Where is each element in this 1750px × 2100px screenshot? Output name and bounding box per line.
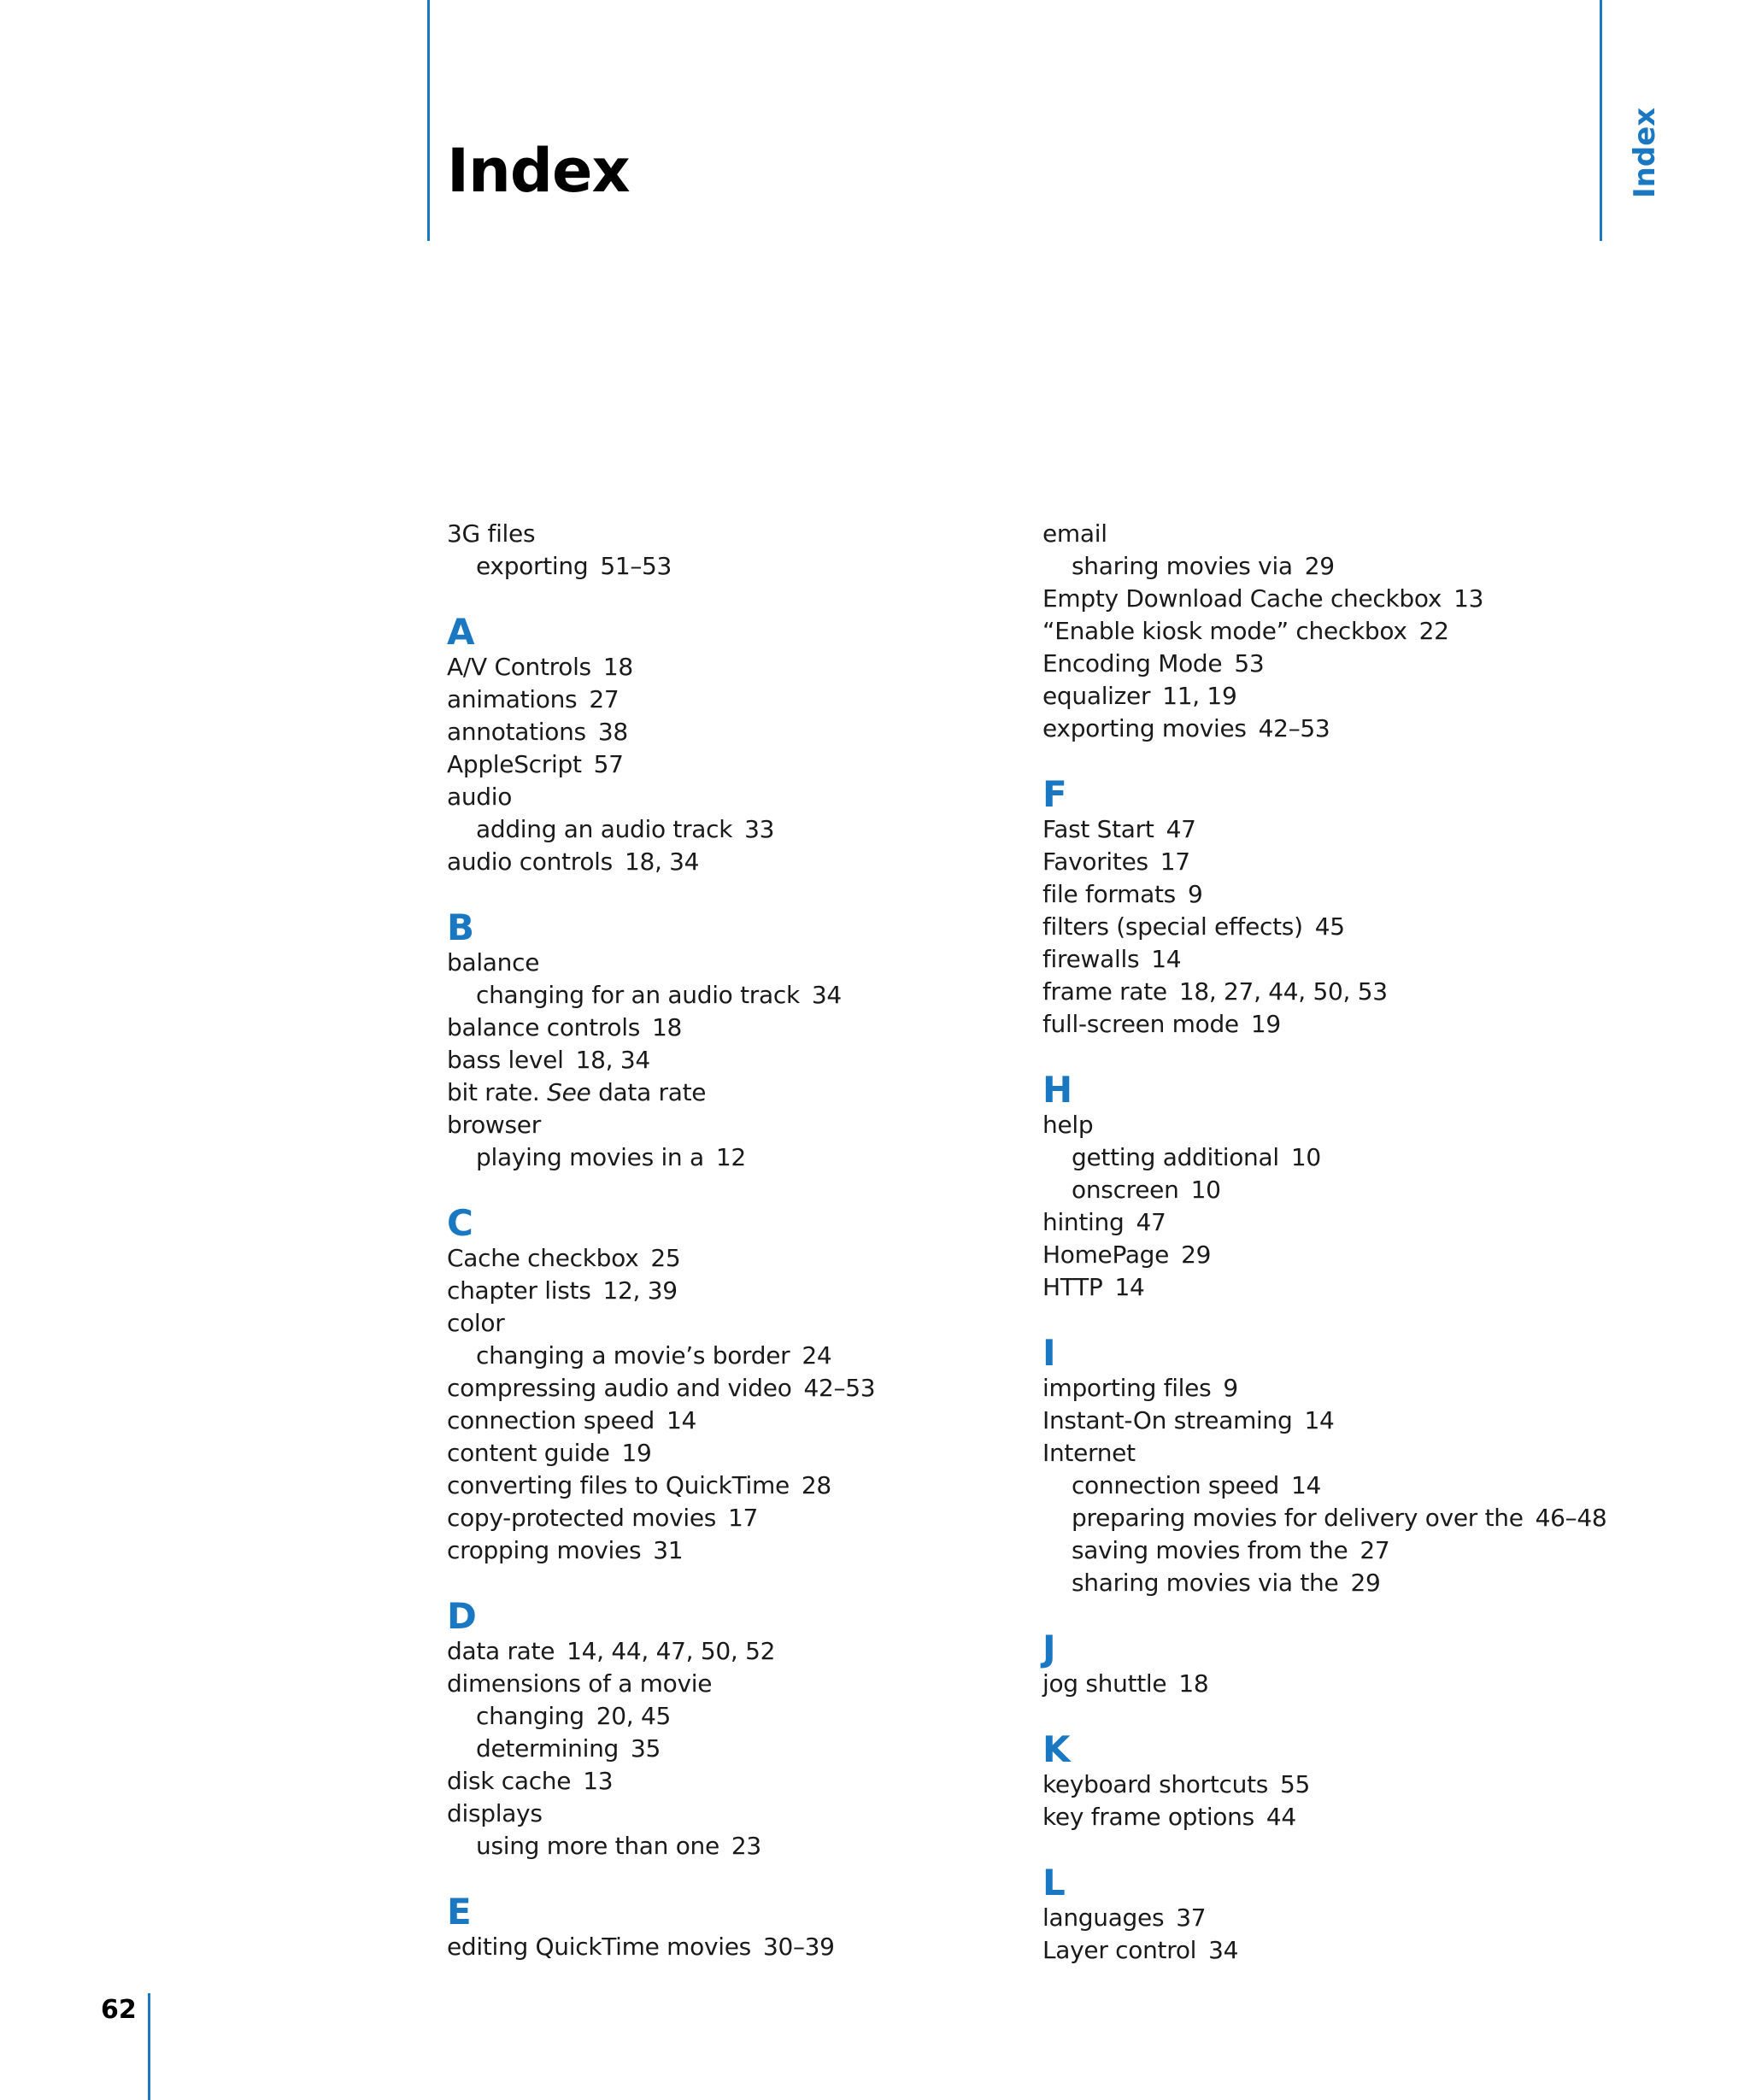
section-letter: F	[1042, 773, 1067, 815]
index-section-j	[1042, 1630, 1692, 1700]
entry-term: editing QuickTime movies	[447, 1933, 751, 1961]
entry-pages: 18	[651, 1013, 683, 1041]
entry-term: color	[447, 1309, 505, 1337]
entry-pages: 10	[1190, 1176, 1221, 1204]
entry-pages: 18	[1178, 1669, 1209, 1698]
entry-pages: 18, 34	[624, 848, 700, 876]
index-entry	[447, 1469, 1028, 1502]
see-target: data rate	[598, 1078, 707, 1106]
index-entry	[1042, 1801, 1692, 1833]
index-entry	[1042, 1769, 1692, 1801]
entry-pages: 12	[715, 1143, 746, 1171]
index-subentry	[1042, 1502, 1692, 1534]
entry-term: Empty Download Cache checkbox	[1042, 584, 1442, 613]
entry-term: converting files to QuickTime	[447, 1471, 790, 1499]
entry-term: balance controls	[447, 1013, 640, 1041]
entry-term: disk cache	[447, 1767, 572, 1795]
index-entry	[447, 1076, 1028, 1109]
index-section-h	[1042, 1071, 1692, 1304]
entry-term: Layer control	[1042, 1936, 1197, 1964]
entry-term: full-screen mode	[1042, 1010, 1239, 1038]
entry-term: Encoding Mode	[1042, 649, 1223, 678]
entry-term: getting additional	[1072, 1143, 1279, 1171]
entry-term: preparing movies for delivery over the	[1072, 1504, 1524, 1532]
entry-term: audio controls	[447, 848, 613, 876]
index-entry	[447, 1307, 1028, 1340]
entry-term: Favorites	[1042, 848, 1148, 876]
index-entry	[1042, 1437, 1692, 1469]
index-entry	[1042, 615, 1692, 648]
entry-pages: 11, 19	[1162, 682, 1237, 710]
entry-term: “Enable kiosk mode” checkbox	[1042, 617, 1407, 645]
entry-pages: 23	[731, 1832, 761, 1860]
index-entry	[447, 1798, 1028, 1830]
entry-pages: 14	[1114, 1273, 1145, 1301]
entry-pages: 35	[631, 1734, 661, 1763]
entry-term: using more than one	[476, 1832, 719, 1860]
entry-pages: 18, 34	[575, 1046, 650, 1074]
index-section-continued	[447, 518, 1028, 583]
entry-term: dimensions of a movie	[447, 1669, 713, 1698]
index-entry	[447, 1372, 1028, 1405]
section-letter: L	[1042, 1862, 1066, 1903]
entry-term: Cache checkbox	[447, 1244, 639, 1272]
entry-term: frame rate	[1042, 977, 1167, 1006]
entry-term: adding an audio track	[476, 815, 733, 843]
entry-term: compressing audio and video	[447, 1374, 792, 1402]
entry-term: animations	[447, 685, 578, 713]
index-subentry	[1042, 1174, 1692, 1206]
entry-term: equalizer	[1042, 682, 1151, 710]
entry-pages: 14	[1290, 1471, 1321, 1499]
index-entry	[447, 1534, 1028, 1567]
index-subentry	[1042, 1469, 1692, 1502]
index-entry	[1042, 1902, 1692, 1934]
index-section-c	[447, 1202, 1028, 1567]
entry-term: changing	[476, 1702, 584, 1730]
entry-pages: 31	[653, 1536, 684, 1564]
entry-term: key frame options	[1042, 1803, 1254, 1831]
entry-term: bass level	[447, 1046, 564, 1074]
entry-term: cropping movies	[447, 1536, 642, 1564]
index-subentry	[447, 979, 1028, 1012]
index-entry	[1042, 648, 1692, 680]
entry-pages: 42–53	[803, 1374, 876, 1402]
index-entry	[447, 651, 1028, 683]
index-entry	[447, 1044, 1028, 1076]
entry-term: languages	[1042, 1903, 1165, 1932]
entry-pages: 9	[1223, 1374, 1238, 1402]
index-entry	[1042, 1206, 1692, 1239]
entry-pages: 34	[1208, 1936, 1239, 1964]
section-letter: H	[1042, 1069, 1073, 1111]
index-entry	[1042, 583, 1692, 615]
entry-term: displays	[447, 1799, 543, 1827]
index-entry	[1042, 976, 1692, 1008]
entry-pages: 27	[589, 685, 620, 713]
index-subentry	[1042, 1534, 1692, 1567]
entry-pages: 44	[1266, 1803, 1296, 1831]
entry-pages: 19	[1250, 1010, 1281, 1038]
index-subentry	[447, 1700, 1028, 1733]
index-entry	[447, 1437, 1028, 1469]
index-section-continued	[1042, 518, 1692, 745]
entry-pages: 13	[1453, 584, 1484, 613]
entry-pages: 14, 44, 47, 50, 52	[567, 1637, 776, 1665]
entry-pages: 53	[1234, 649, 1265, 678]
entry-pages: 29	[1304, 552, 1335, 580]
entry-term: Fast Start	[1042, 815, 1154, 843]
entry-pages: 30–39	[762, 1933, 835, 1961]
entry-term: copy-protected movies	[447, 1504, 717, 1532]
entry-pages: 29	[1350, 1569, 1381, 1597]
entry-term: jog shuttle	[1042, 1669, 1167, 1698]
index-section-l	[1042, 1864, 1692, 1967]
index-entry	[447, 781, 1028, 813]
entry-term: hinting	[1042, 1208, 1125, 1236]
entry-pages: 27	[1359, 1536, 1390, 1564]
entry-pages: 14	[1304, 1406, 1335, 1434]
entry-pages: 17	[728, 1504, 759, 1532]
section-letter: C	[447, 1202, 473, 1244]
entry-pages: 9	[1187, 880, 1203, 908]
entry-term: saving movies from the	[1072, 1536, 1348, 1564]
entry-term: Internet	[1042, 1439, 1136, 1467]
index-entry	[1042, 518, 1692, 550]
entry-pages: 42–53	[1258, 714, 1330, 742]
index-subentry	[1042, 550, 1692, 583]
index-entry	[1042, 878, 1692, 911]
entry-pages: 55	[1280, 1770, 1311, 1798]
entry-term: filters (special effects)	[1042, 912, 1303, 941]
entry-pages: 57	[593, 750, 624, 778]
entry-term: importing files	[1042, 1374, 1212, 1402]
index-entry	[447, 1765, 1028, 1798]
entry-pages: 47	[1166, 815, 1196, 843]
index-entry	[1042, 1239, 1692, 1271]
index-entry	[447, 748, 1028, 781]
entry-term: audio	[447, 783, 513, 811]
index-entry	[447, 1668, 1028, 1700]
index-subentry	[447, 1141, 1028, 1174]
entry-term: exporting	[476, 552, 589, 580]
entry-term: 3G files	[447, 519, 536, 548]
entry-pages: 10	[1290, 1143, 1321, 1171]
entry-pages: 19	[621, 1439, 652, 1467]
entry-term: onscreen	[1072, 1176, 1179, 1204]
section-letter: B	[447, 906, 475, 948]
index-entry	[447, 1242, 1028, 1275]
index-section-f	[1042, 773, 1692, 1041]
section-letter: A	[447, 611, 475, 653]
index-entry	[447, 846, 1028, 878]
index-column-right	[1042, 518, 1692, 1967]
entry-term: balance	[447, 948, 540, 977]
section-letter: E	[447, 1891, 472, 1933]
entry-pages: 18, 27, 44, 50, 53	[1178, 977, 1388, 1006]
index-entry	[1042, 943, 1692, 976]
index-entry	[447, 716, 1028, 748]
entry-pages: 28	[801, 1471, 831, 1499]
tab-rule	[1600, 0, 1602, 241]
index-entry	[1042, 911, 1692, 943]
entry-term: sharing movies via the	[1072, 1569, 1339, 1597]
entry-pages: 14	[1151, 945, 1182, 973]
section-letter: D	[447, 1595, 477, 1637]
entry-pages: 25	[650, 1244, 681, 1272]
title-rule	[427, 0, 430, 241]
index-subentry	[447, 813, 1028, 846]
index-subentry	[1042, 1141, 1692, 1174]
entry-term: firewalls	[1042, 945, 1140, 973]
index-entry	[1042, 713, 1692, 745]
entry-term: bit rate.	[447, 1078, 540, 1106]
index-section-e	[447, 1893, 1028, 1963]
index-entry	[1042, 1405, 1692, 1437]
entry-pages: 22	[1418, 617, 1449, 645]
entry-term: data rate	[447, 1637, 555, 1665]
entry-pages: 17	[1160, 848, 1190, 876]
index-entry	[447, 518, 1028, 550]
section-letter: I	[1042, 1332, 1056, 1374]
entry-term: chapter lists	[447, 1276, 591, 1305]
entry-term: content guide	[447, 1439, 610, 1467]
entry-pages: 37	[1176, 1903, 1207, 1932]
index-entry	[1042, 1372, 1692, 1405]
entry-term: keyboard shortcuts	[1042, 1770, 1269, 1798]
index-entry	[1042, 1934, 1692, 1967]
see-reference: See	[547, 1078, 591, 1106]
index-entry	[447, 1275, 1028, 1307]
entry-term: connection speed	[447, 1406, 655, 1434]
index-section-b	[447, 906, 1028, 1174]
entry-term: Instant-On streaming	[1042, 1406, 1293, 1434]
entry-pages: 33	[744, 815, 775, 843]
entry-pages: 12, 39	[602, 1276, 678, 1305]
index-entry	[447, 947, 1028, 979]
entry-term: HTTP	[1042, 1273, 1103, 1301]
index-entry	[1042, 1008, 1692, 1041]
section-letter: K	[1042, 1728, 1071, 1770]
entry-term: determining	[476, 1734, 620, 1763]
page-number-rule	[148, 1993, 150, 2100]
index-section-i	[1042, 1334, 1692, 1599]
entry-term: file formats	[1042, 880, 1176, 908]
index-section-k	[1042, 1728, 1692, 1833]
index-entry	[1042, 846, 1692, 878]
index-entry	[447, 1931, 1028, 1963]
entry-term: AppleScript	[447, 750, 582, 778]
entry-term: A/V Controls	[447, 653, 591, 681]
entry-pages: 46–48	[1535, 1504, 1607, 1532]
entry-pages: 24	[802, 1341, 832, 1370]
page-number: 62	[101, 1995, 137, 2025]
entry-pages: 47	[1136, 1208, 1166, 1236]
index-subentry	[447, 550, 1028, 583]
entry-term: annotations	[447, 718, 586, 746]
entry-term: connection speed	[1072, 1471, 1279, 1499]
entry-pages: 13	[583, 1767, 614, 1795]
entry-term: exporting movies	[1042, 714, 1247, 742]
index-entry	[447, 1502, 1028, 1534]
index-entry	[1042, 1668, 1692, 1700]
entry-pages: 38	[597, 718, 628, 746]
index-entry	[447, 1405, 1028, 1437]
index-entry	[447, 1635, 1028, 1668]
entry-pages: 34	[811, 981, 842, 1009]
index-subentry	[447, 1340, 1028, 1372]
index-entry	[447, 1109, 1028, 1141]
index-section-d	[447, 1595, 1028, 1862]
entry-pages: 29	[1181, 1241, 1212, 1269]
entry-term: HomePage	[1042, 1241, 1170, 1269]
index-section-a	[447, 613, 1028, 878]
index-column-left	[447, 518, 1028, 1963]
entry-pages: 45	[1314, 912, 1345, 941]
page-title: Index	[447, 135, 630, 206]
entry-term: browser	[447, 1111, 541, 1139]
entry-term: playing movies in a	[476, 1143, 704, 1171]
index-entry	[447, 683, 1028, 716]
index-entry	[447, 1012, 1028, 1044]
index-subentry	[1042, 1567, 1692, 1599]
chapter-tab-label: Index	[1628, 107, 1662, 198]
index-entry	[1042, 1271, 1692, 1304]
index-entry	[1042, 1109, 1692, 1141]
entry-term: help	[1042, 1111, 1094, 1139]
entry-pages: 51–53	[600, 552, 672, 580]
entry-pages: 20, 45	[596, 1702, 671, 1730]
entry-pages: 18	[602, 653, 633, 681]
index-entry	[1042, 813, 1692, 846]
index-subentry	[447, 1733, 1028, 1765]
index-subentry	[447, 1830, 1028, 1862]
entry-term: email	[1042, 519, 1107, 548]
entry-pages: 14	[666, 1406, 696, 1434]
index-entry	[1042, 680, 1692, 713]
entry-term: sharing movies via	[1072, 552, 1293, 580]
section-letter: J	[1042, 1628, 1056, 1669]
entry-term: changing a movie’s border	[476, 1341, 790, 1370]
entry-term: changing for an audio track	[476, 981, 800, 1009]
